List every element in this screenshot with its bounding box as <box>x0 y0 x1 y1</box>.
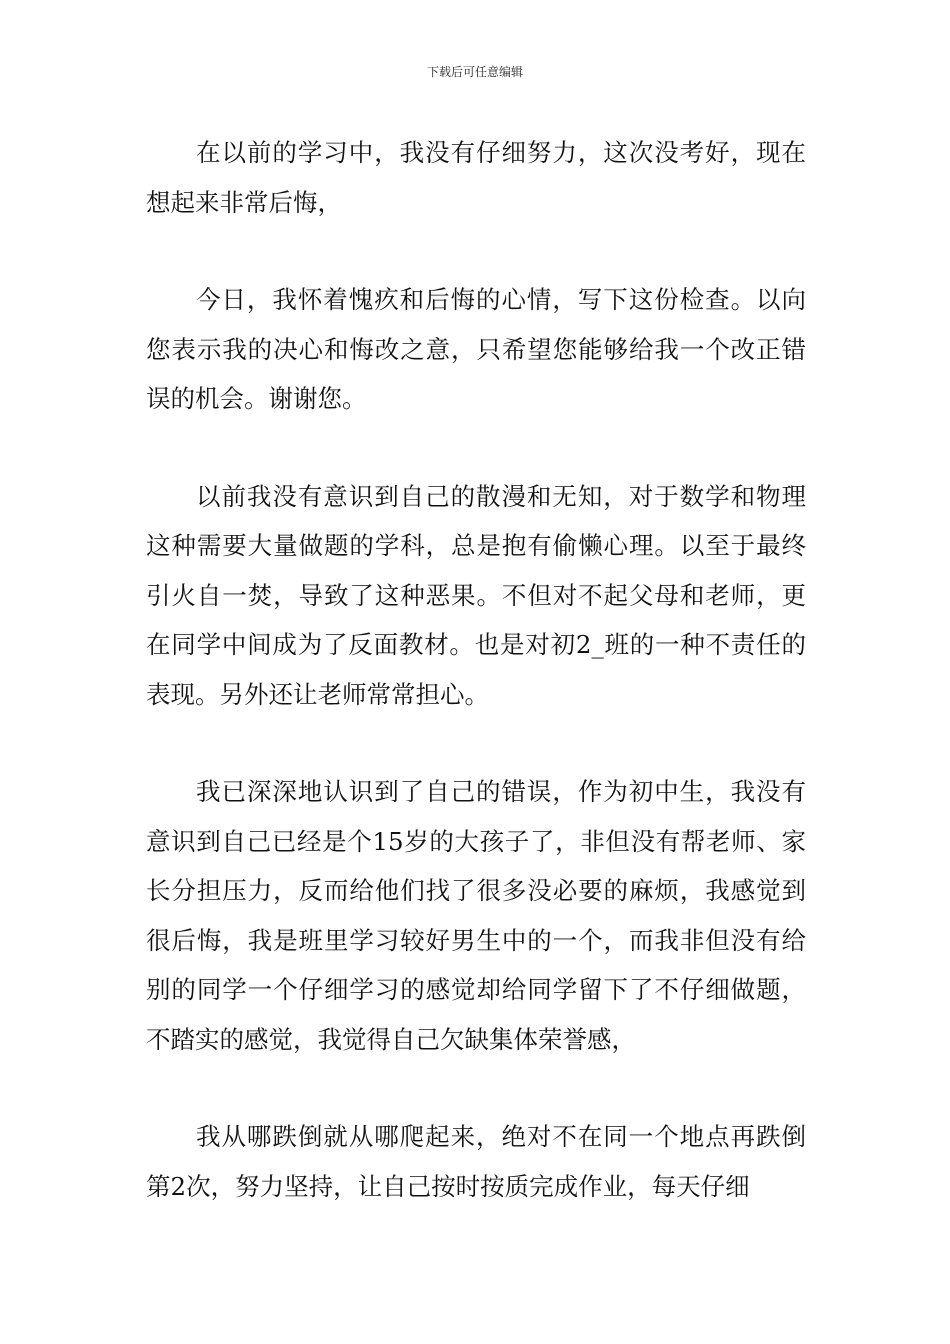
paragraph-1: 在以前的学习中，我没有仔细努力，这次没考好，现在想起来非常后悔， <box>146 138 806 217</box>
paragraph-2: 今日，我怀着愧疚和后悔的心情，写下这份检查。以向您表示我的决心和悔改之意，只希望您能够给我一个改正错误的机会。谢谢您。 <box>146 285 806 413</box>
header-note: 下载后可任意编辑 <box>426 65 523 79</box>
paragraph-3: 以前我没有意识到自己的散漫和无知，对于数学和物理这种需要大量做题的学科，总是抱有偷懒心理。以至于最终引火自一焚，导致了这种恶果。不但对不起父母和老师，更在同学中间成为了反面教材。也是对初2_班的一种不责任的表现。另外还让老师常常担心。 <box>146 481 806 709</box>
paragraph-5: 我从哪跌倒就从哪爬起来，绝对不在同一个地点再跌倒第2次，努力坚持，让自己按时按质完成作业，每天仔细 <box>146 1122 806 1201</box>
paragraph-4: 我已深深地认识到了自己的错误，作为初中生，我没有意识到自己已经是个15岁的大孩子了，非但没有帮老师、家长分担压力，反而给他们找了很多没必要的麻烦，我感觉到很后悔，我是班里学习较好男生中的一个，而我非但没有给别的同学一个仔细学习的感觉却给同学留下了不仔细做题，不踏实的感觉，我觉得自己欠缺集体荣誉感， <box>146 777 806 1054</box>
document-body <box>146 128 806 1211</box>
